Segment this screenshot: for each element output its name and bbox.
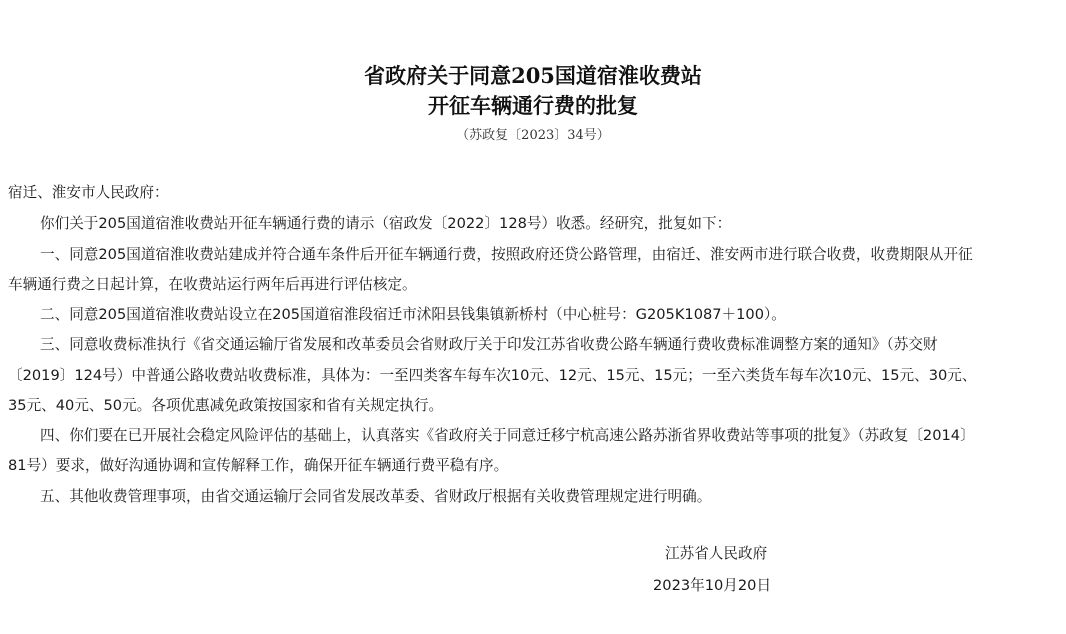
paragraph-item-3-line-1: 三、同意收费标准执行《省交通运输厅省发展和改革委员会省财政厅关于印发江苏省收费公路车辆通行费收费标准调整方案的通知》（苏交财 <box>40 336 938 353</box>
paragraph-item-2: 二、同意205国道宿淮收费站设立在205国道宿淮段宿迁市沭阳县钱集镇新桥村（中心桩号：G205K1087＋100）。 <box>40 306 786 323</box>
paragraph-item-1-line-1: 一、同意205国道宿淮收费站建成并符合通车条件后开征车辆通行费，按照政府还贷公路管理，由宿迁、淮安两市进行联合收费，收费期限从开征 <box>40 246 973 263</box>
paragraph-intro: 你们关于205国道宿淮收费站开征车辆通行费的请示（宿政发〔2022〕128号）收悉。经研究，批复如下： <box>40 215 732 232</box>
signature-organization: 江苏省人民政府 <box>665 545 768 562</box>
paragraph-item-4-line-2: 81号）要求，做好沟通协调和宣传解释工作，确保开征车辆通行费平稳有序。 <box>8 457 509 474</box>
paragraph-item-4-line-1: 四、你们要在已开展社会稳定风险评估的基础上，认真落实《省政府关于同意迁移宁杭高速公路苏浙省界收费站等事项的批复》（苏政复〔2014〕 <box>40 427 975 444</box>
paragraph-item-5: 五、其他收费管理事项，由省交通运输厅会同省发展改革委、省财政厅根据有关收费管理规定进行明确。 <box>40 488 712 505</box>
document-number: （苏政复〔2023〕34号） <box>456 128 610 143</box>
signature-date: 2023年10月20日 <box>653 577 772 594</box>
document-title-line-1: 省政府关于同意205国道宿淮收费站 <box>364 63 702 88</box>
paragraph-item-3-line-2: 〔2019〕124号）中普通公路收费站收费标准，具体为：一至四类客车每车次10元、12元、15元、15元；一至六类货车每车次10元、15元、30元、 <box>8 367 977 384</box>
paragraph-item-1-line-2: 车辆通行费之日起计算，在收费站运行两年后再进行评估核定。 <box>8 276 417 293</box>
addressee: 宿迁、淮安市人民政府： <box>8 184 169 201</box>
paragraph-item-3-line-3: 35元、40元、50元。各项优惠减免政策按国家和省有关规定执行。 <box>8 397 444 414</box>
document-title-line-2: 开征车辆通行费的批复 <box>428 93 638 118</box>
